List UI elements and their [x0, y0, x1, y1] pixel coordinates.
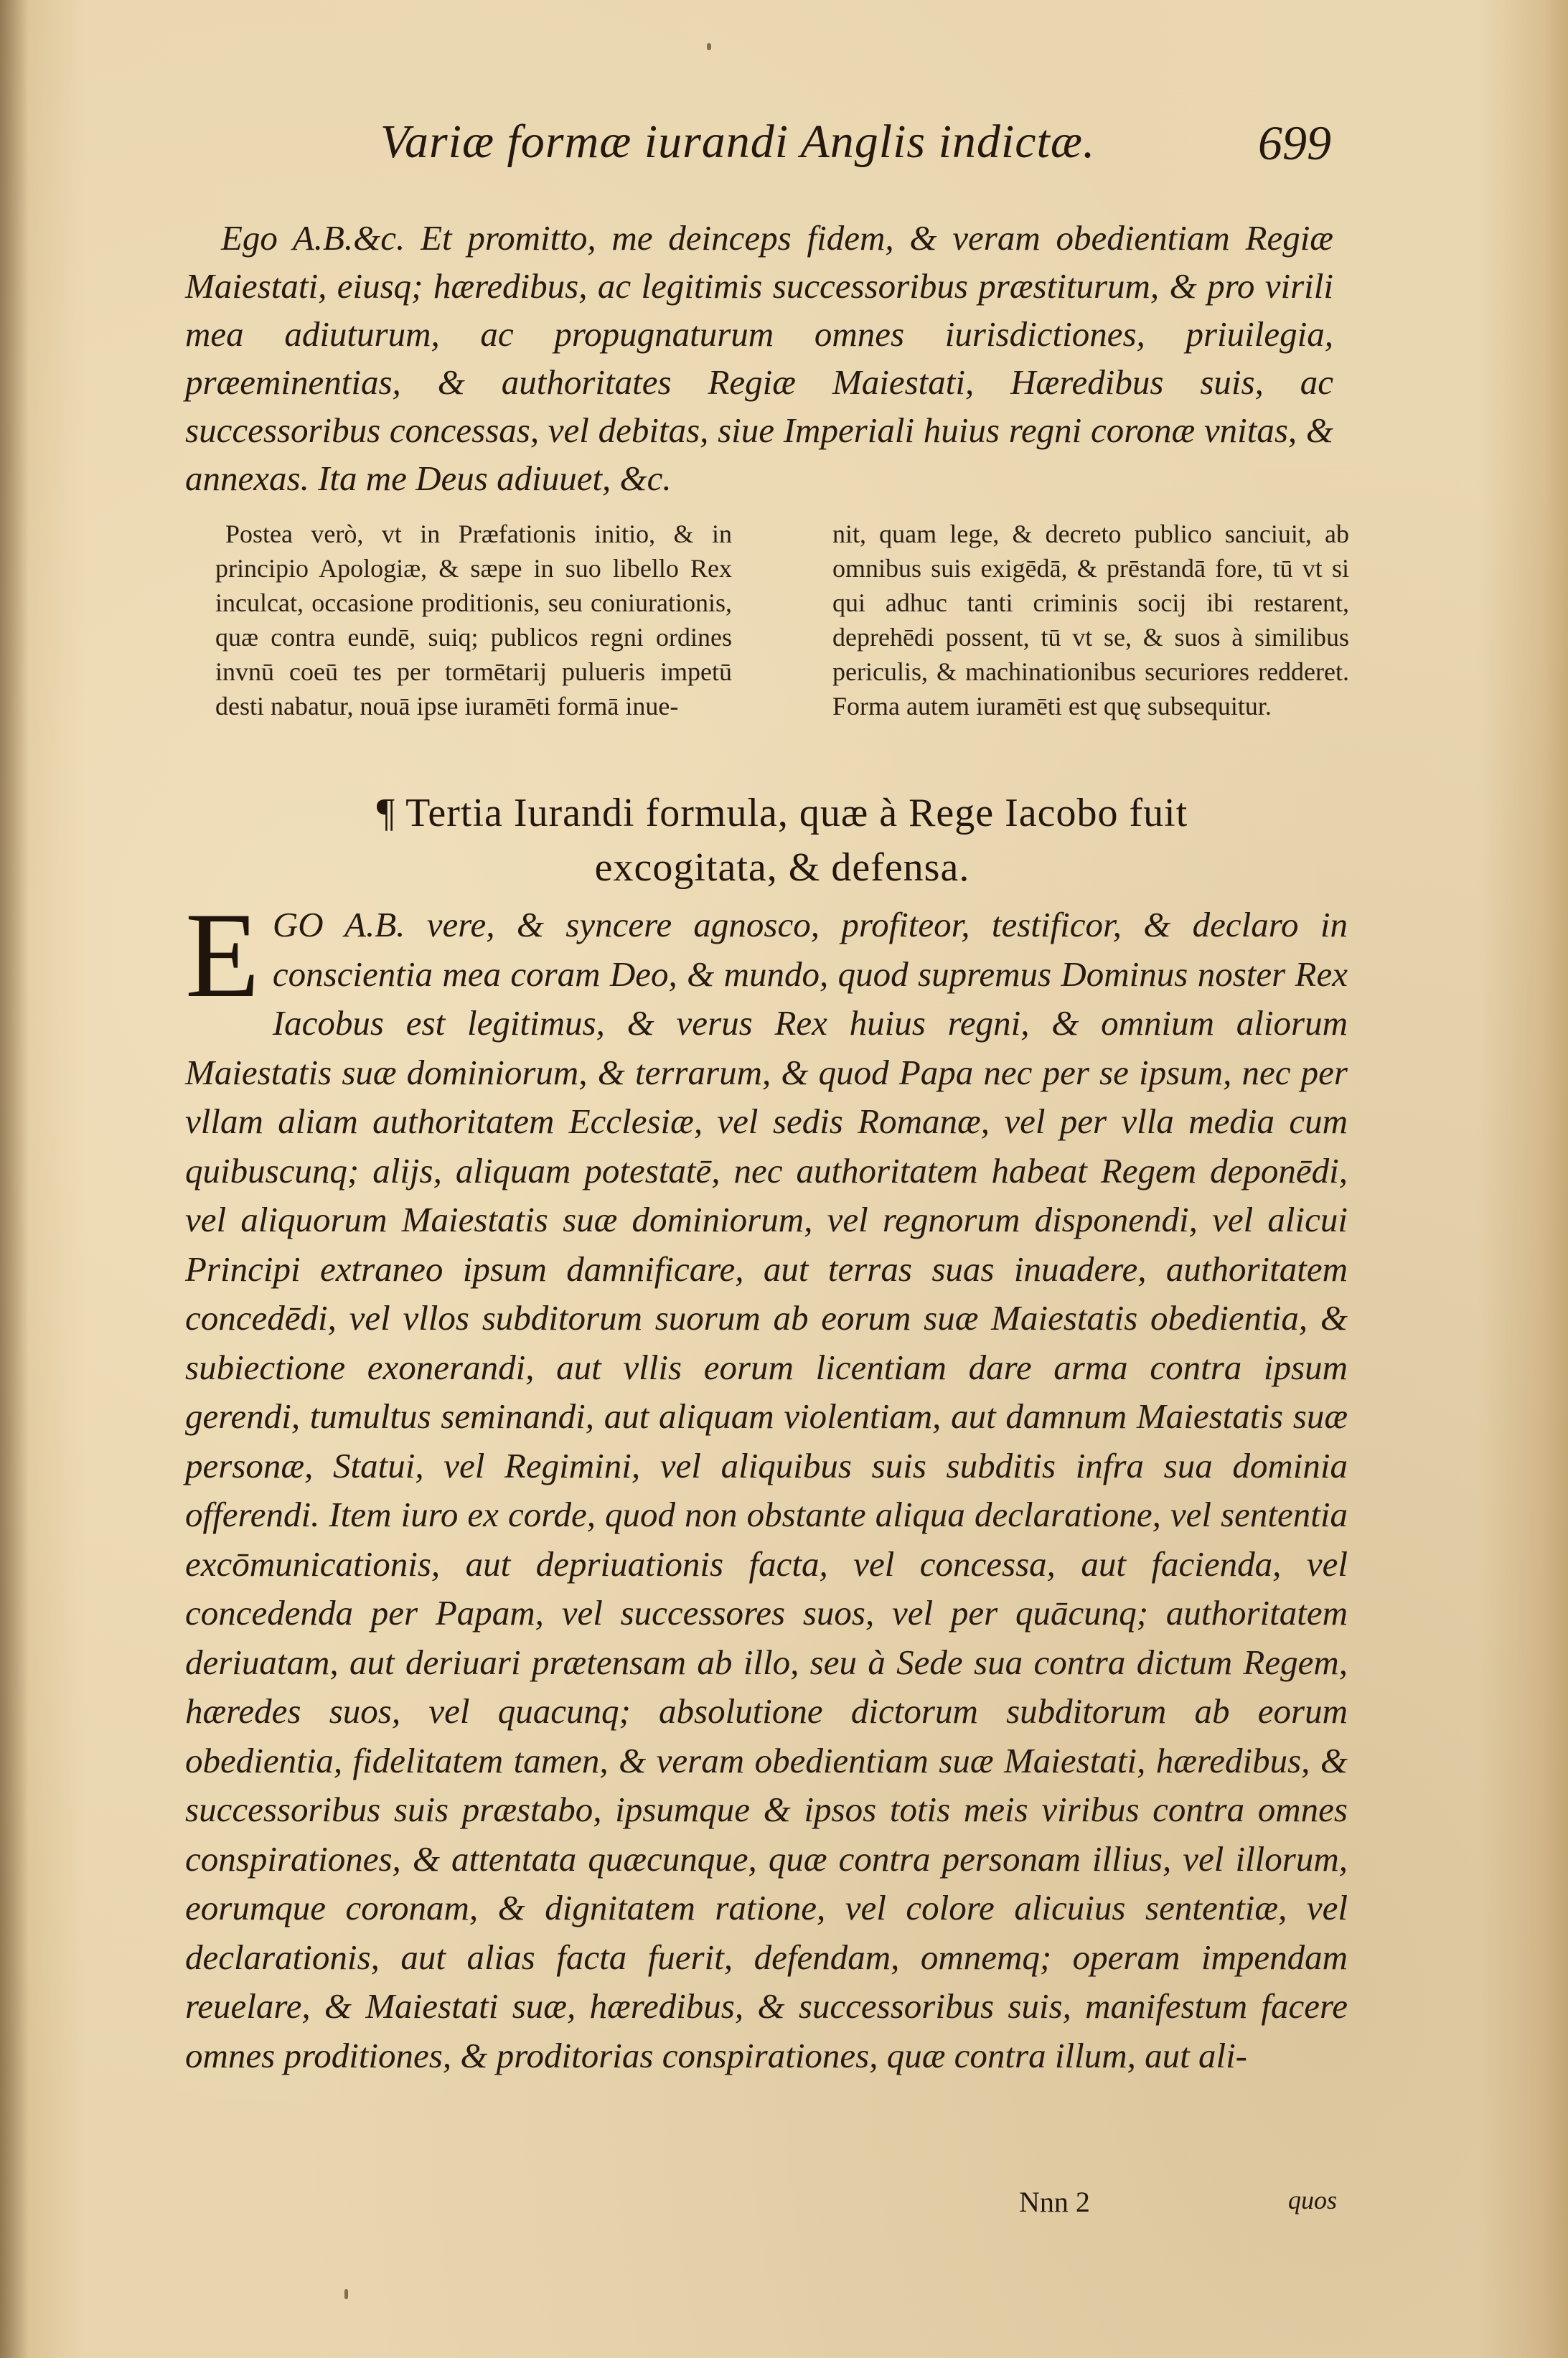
drop-initial: E — [185, 888, 260, 1023]
oath-third-formula — [185, 888, 1348, 2080]
oath-third-paragraph — [185, 888, 1348, 2080]
page-number: 699 — [1258, 116, 1331, 170]
preface-left-text: Postea verò, vt in Præfationis initio, & in principio Apologiæ, & sæpe in suo libello Rex inculcat, occasione proditionis, seu coniurationis, quæ contra eundē, suiq; publicos regni ordines invnū coeū tes per tormētarij pulueris impetū desti nabatur, nouā ipse iuramēti formā inue- — [215, 520, 732, 720]
preface-columns — [215, 517, 1349, 782]
section-heading — [215, 786, 1349, 895]
paper-speck — [707, 43, 711, 50]
catchword: quos — [1288, 2186, 1338, 2214]
heading-line-1-text: Tertia Iurandi formula, quæ à Rege Iacobo fuit — [405, 791, 1188, 835]
heading-line-1 — [215, 786, 1349, 840]
preface-right-column — [832, 517, 1349, 782]
oath-first-text: Ego A.B.&c. Et promitto, me deinceps fidem, & veram obedientiam Regiæ Maiestati, eiusq; hæredibus, ac legitimis successoribus præstiturum, & pro virili mea adiuturum, ac propugnaturum omnes iurisdictiones, priuilegia, præeminentias, & authoritates Regiæ Maiestati, Hæredibus suis, ac successoribus concessas, vel debitas, siue Imperiali huius regni coronæ vnitas, & annexas. Ita me Deus adiuuet, &c. — [185, 218, 1333, 498]
running-head: Variæ formæ iurandi Anglis indictæ. — [380, 116, 1096, 168]
pilcrow-mark: ¶ — [376, 791, 396, 835]
preface-left-column — [215, 517, 732, 782]
paper-speck — [344, 2289, 348, 2299]
oath-first-formula — [185, 214, 1333, 502]
oath-third-text: GO A.B. vere, & syncere agnosco, profiteor, testificor, & declaro in conscientia mea coram Deo, & mundo, quod supremus Dominus noster Rex Iacobus est legitimus, & verus Rex huius regni, & omnium aliorum Maiestatis suæ dominiorum, & terrarum, & quod Papa nec per se ipsum, nec per vllam aliam authoritatem Ecclesiæ, vel sedis Romanæ, vel per vlla media cum quibuscunq; alijs, aliquam potestatē, nec authoritatem habeat Regem deponēdi, vel aliquorum Maiestatis suæ dominiorum, vel regnorum disponendi, vel alicui Principi extraneo ipsum damnificare, aut terras suas inuadere, authoritatem concedēdi, vel vllos subditorum suorum ab eorum suæ Maiestatis obedientia, & subiectione exonerandi, aut vllis eorum licentiam dare arma contra ipsum gerendi, tumultus seminandi, aut aliquam violentiam, aut damnum Maiestatis suæ personæ, Statui, vel Regimini, vel aliquibus suis subditis infra sua dominia offerendi. Item iuro ex corde, quod non obstante aliqua declaratione, vel sententia excōmunicationis, aut depriuationis facta, vel concessa, aut facienda, vel concedenda per Papam, vel successores suos, vel per quācunq; authoritatem deriuatam, aut deriuari prætensam ab illo, seu à Sede sua contra dictum Regem, hæredes suos, vel quacunq; absolutione dictorum subditorum ab eorum obedientia, fidelitatem tamen, & veram obedientiam suæ Maiestati, hæredibus, & successoribus suis præstabo, ipsumque & ipsos totis meis viribus contra omnes conspirationes, & attentata quæcunque, quæ contra personam illius, vel illorum, eorumque coronam, & dignitatem ratione, vel colore alicuius sententiæ, vel declarationis, aut alias facta fuerit, defendam, omnemq; operam impendam reuelare, & Maiestati suæ, hæredibus, & successoribus suis, manifestum facere omnes proditiones, & proditorias conspirationes, quæ contra illum, aut ali- — [185, 905, 1348, 2075]
preface-right-text: nit, quam lege, & decreto publico sanciuit, ab omnibus suis exigēdā, & prēstandā fore, tū vt si qui adhuc tanti criminis socij ibi restarent, deprehēdi possent, tū vt se, & suos à similibus periculis, & machinationibus securiores redderet. Forma autem iuramēti est quę subsequitur. — [832, 520, 1349, 720]
signature-mark: Nnn 2 — [1019, 2186, 1090, 2218]
heading-line-2: excogitata, & defensa. — [594, 845, 970, 890]
gutter-shadow — [0, 0, 29, 2358]
